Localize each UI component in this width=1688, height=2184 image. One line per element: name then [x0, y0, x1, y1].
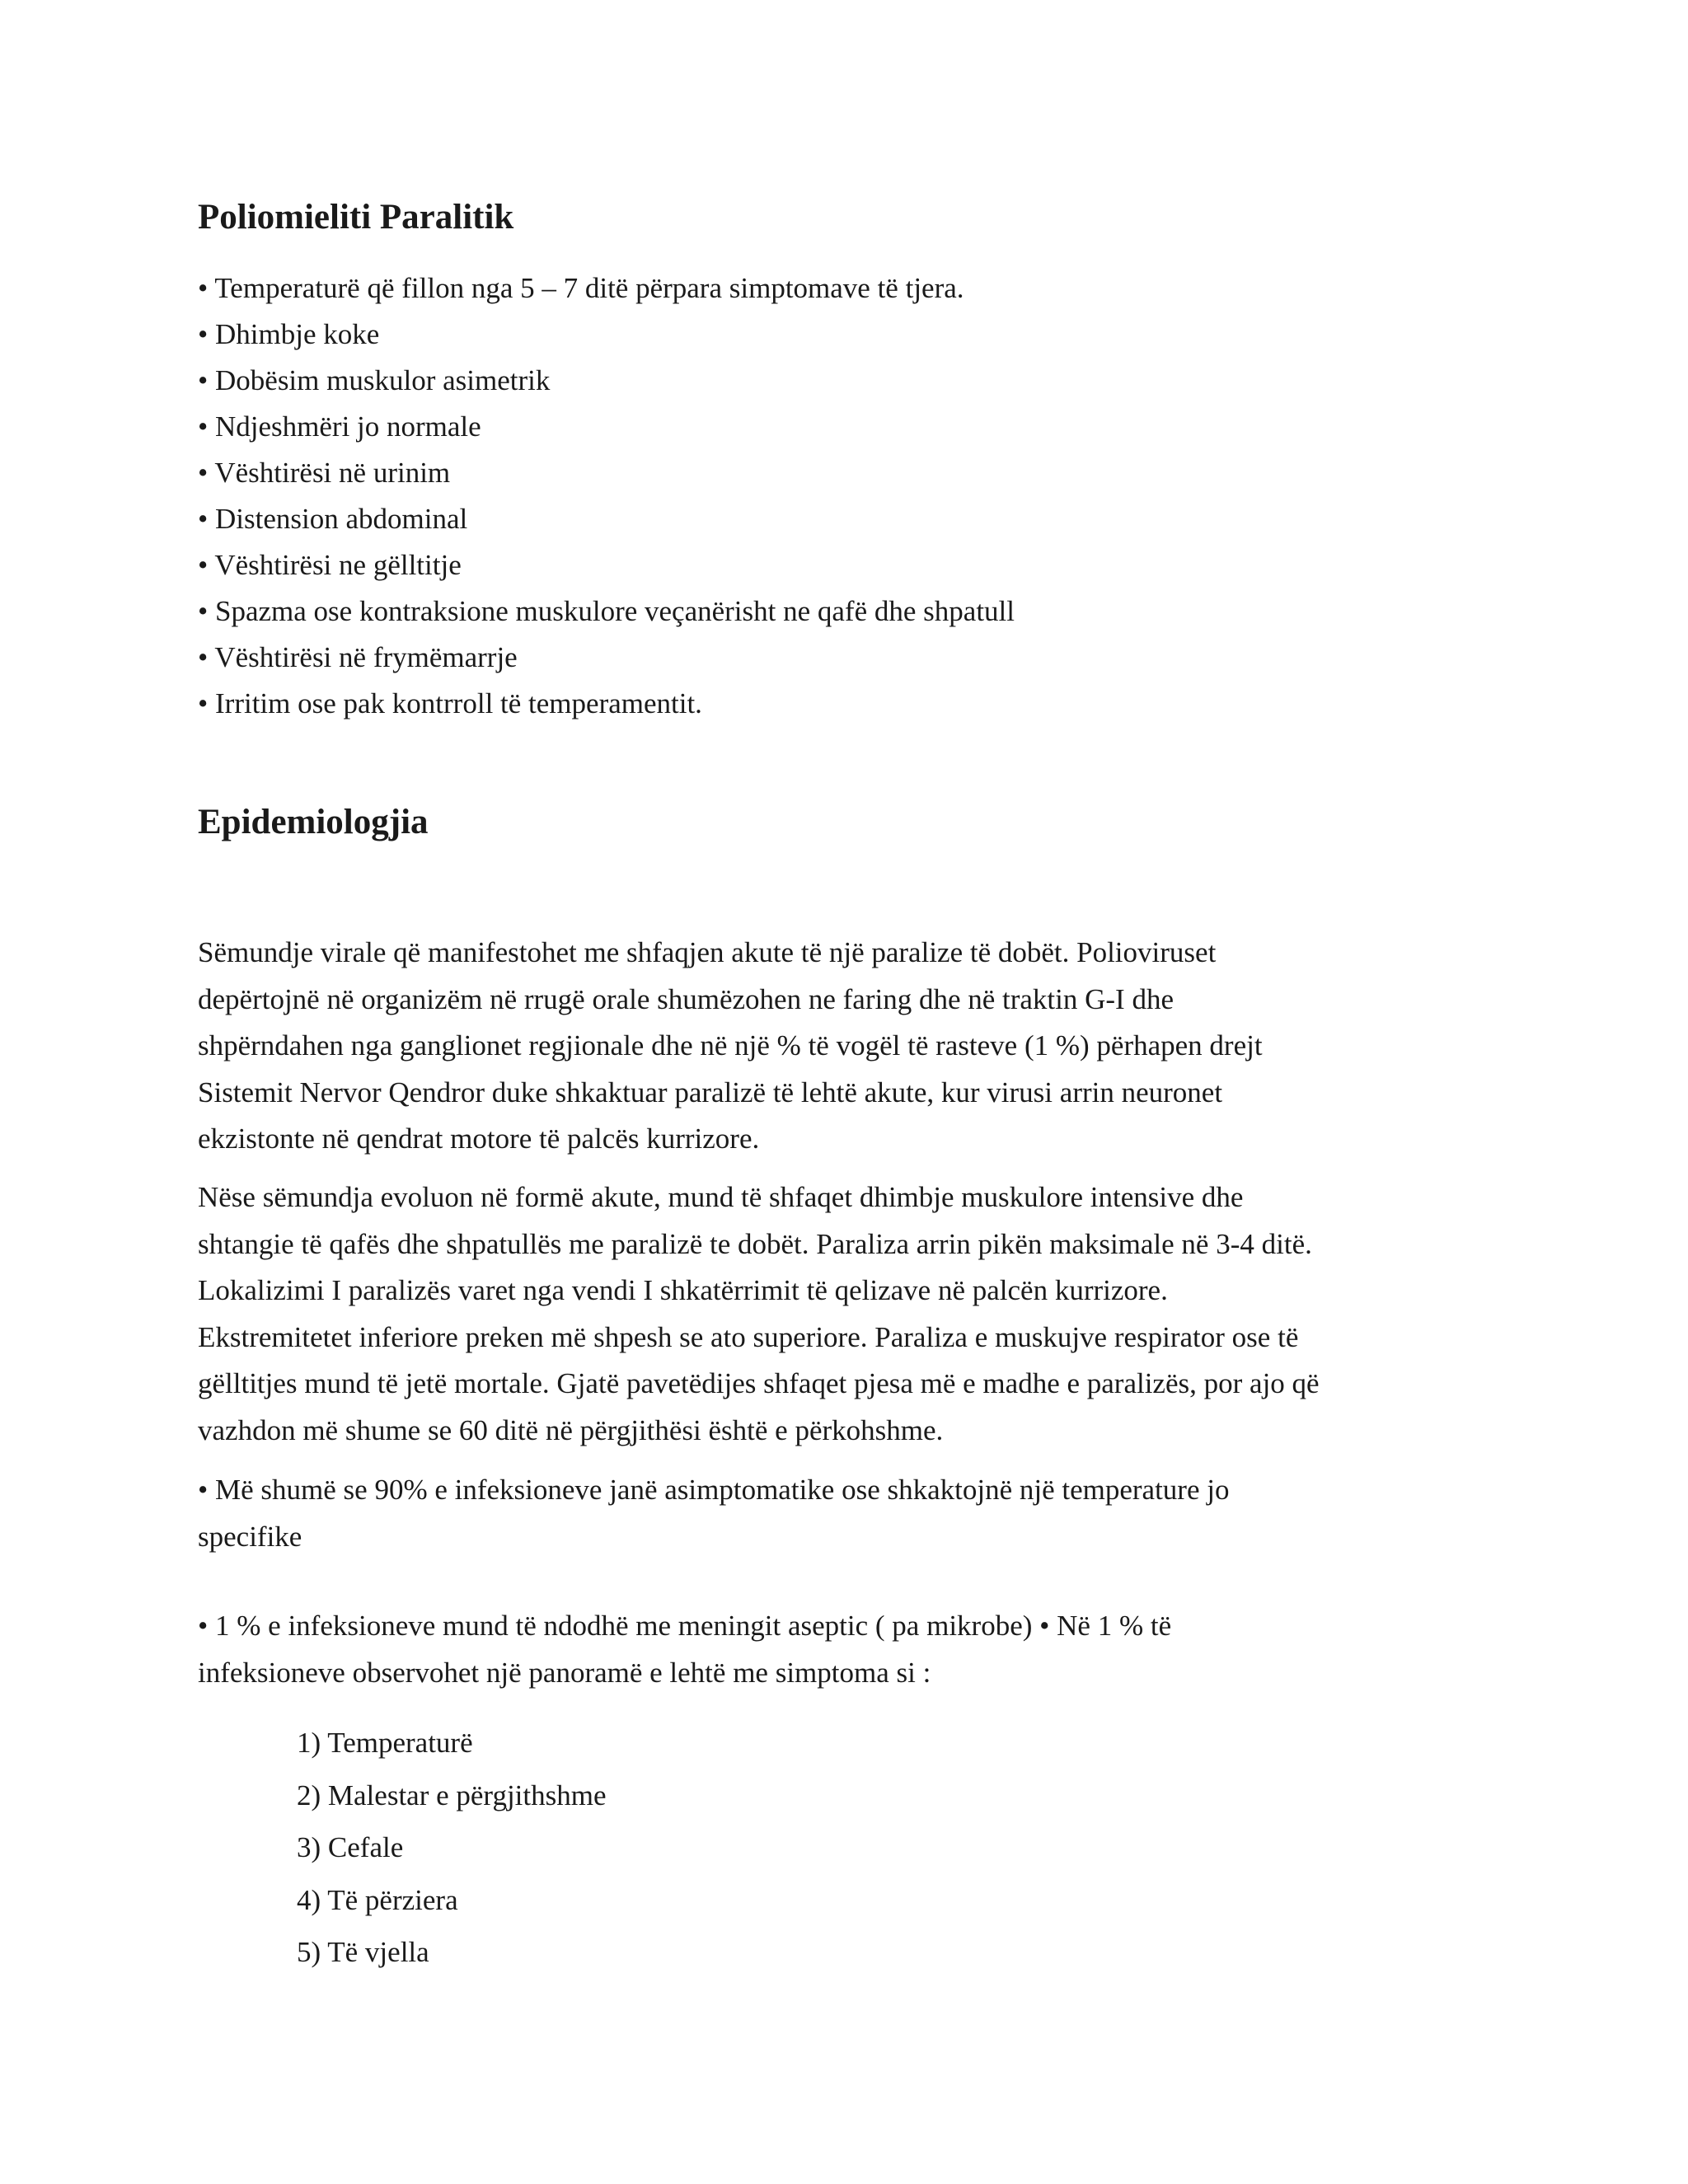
- text-line: Nëse sëmundja evoluon në formë akute, mund të shfaqet dhimbje muskulore intensive dhe: [198, 1181, 1244, 1213]
- numbered-symptom-list: [297, 1717, 607, 1979]
- text-line: shtangie të qafës dhe shpatullës me paralizë te dobët. Paraliza arrin pikën maksimale në 3-4 ditë.: [198, 1227, 1312, 1260]
- paragraph-asymptomatic: [198, 1467, 1517, 1560]
- text-line: Lokalizimi I paralizës varet nga vendi I shkatërrimit të qelizave në palcën kurrizore.: [198, 1274, 1168, 1306]
- list-item: 5) Të vjella: [297, 1936, 429, 1968]
- text-line: depërtojnë në organizëm në rrugë orale shumëzohen ne faring dhe në traktin G-I dhe: [198, 982, 1175, 1015]
- paragraph-intro: [198, 930, 1517, 1163]
- text-line: gëlltitjes mund të jetë mortale. Gjatë pavetëdijes shfaqet pjesa më e madhe e paralizës, por ajo që: [198, 1367, 1320, 1399]
- text-line: Sëmundje virale që manifestohet me shfaqjen akute të një paralize të dobët. Polioviruset: [198, 936, 1217, 968]
- list-item: • Temperaturë që fillon nga 5 – 7 ditë përpara simptomave të tjera.: [198, 272, 964, 304]
- list-item: • Irritim ose pak kontrroll të temperamentit.: [198, 687, 702, 719]
- list-item: 3) Cefale: [297, 1831, 404, 1863]
- list-item: • Distension abdominal: [198, 503, 468, 535]
- list-item: • Dhimbje koke: [198, 318, 380, 350]
- text-line: shpërndahen nga ganglionet regjionale dhe në një % të vogël të rasteve (1 %) përhapen drejt: [198, 1029, 1263, 1062]
- list-item: • Vështirësi ne gëlltitje: [198, 549, 462, 581]
- text-line: Sistemit Nervor Qendror duke shkaktuar paralizë të lehtë akute, kur virusi arrin neuronet: [198, 1076, 1223, 1108]
- list-item: • Vështirësi në urinim: [198, 457, 451, 489]
- list-item: • Vështirësi në frymëmarrje: [198, 641, 518, 673]
- list-item: • Ndjeshmëri jo normale: [198, 410, 481, 443]
- paragraph-evolution: [198, 1174, 1517, 1454]
- paragraph-meningitis: [198, 1603, 1517, 1696]
- heading-poliomieliti-paralitik: Poliomieliti Paralitik: [198, 198, 514, 237]
- text-line: ekzistonte në qendrat motore të palcës kurrizore.: [198, 1122, 760, 1155]
- text-line: infeksioneve observohet një panoramë e lehtë me simptoma si :: [198, 1656, 931, 1689]
- list-item: 2) Malestar e përgjithshme: [297, 1779, 607, 1811]
- list-item: 4) Të përziera: [297, 1883, 458, 1916]
- list-item: • Dobësim muskulor asimetrik: [198, 364, 551, 396]
- text-line: vazhdon më shume se 60 ditë në përgjithësi është e përkohshme.: [198, 1413, 944, 1446]
- symptom-list: [198, 265, 1015, 727]
- text-line: Ekstremitetet inferiore preken më shpesh se ato superiore. Paraliza e muskujve respirator ose të: [198, 1320, 1299, 1353]
- text-line: • 1 % e infeksioneve mund të ndodhë me meningit aseptic ( pa mikrobe) • Në 1 % të: [198, 1610, 1172, 1642]
- text-line: specifike: [198, 1520, 302, 1553]
- list-item: • Spazma ose kontraksione muskulore veçanërisht ne qafë dhe shpatull: [198, 595, 1015, 627]
- list-item: 1) Temperaturë: [297, 1727, 473, 1759]
- heading-epidemiologjia: Epidemiologjia: [198, 803, 429, 841]
- text-line: • Më shumë se 90% e infeksioneve janë asimptomatike ose shkaktojnë një temperature jo: [198, 1474, 1230, 1506]
